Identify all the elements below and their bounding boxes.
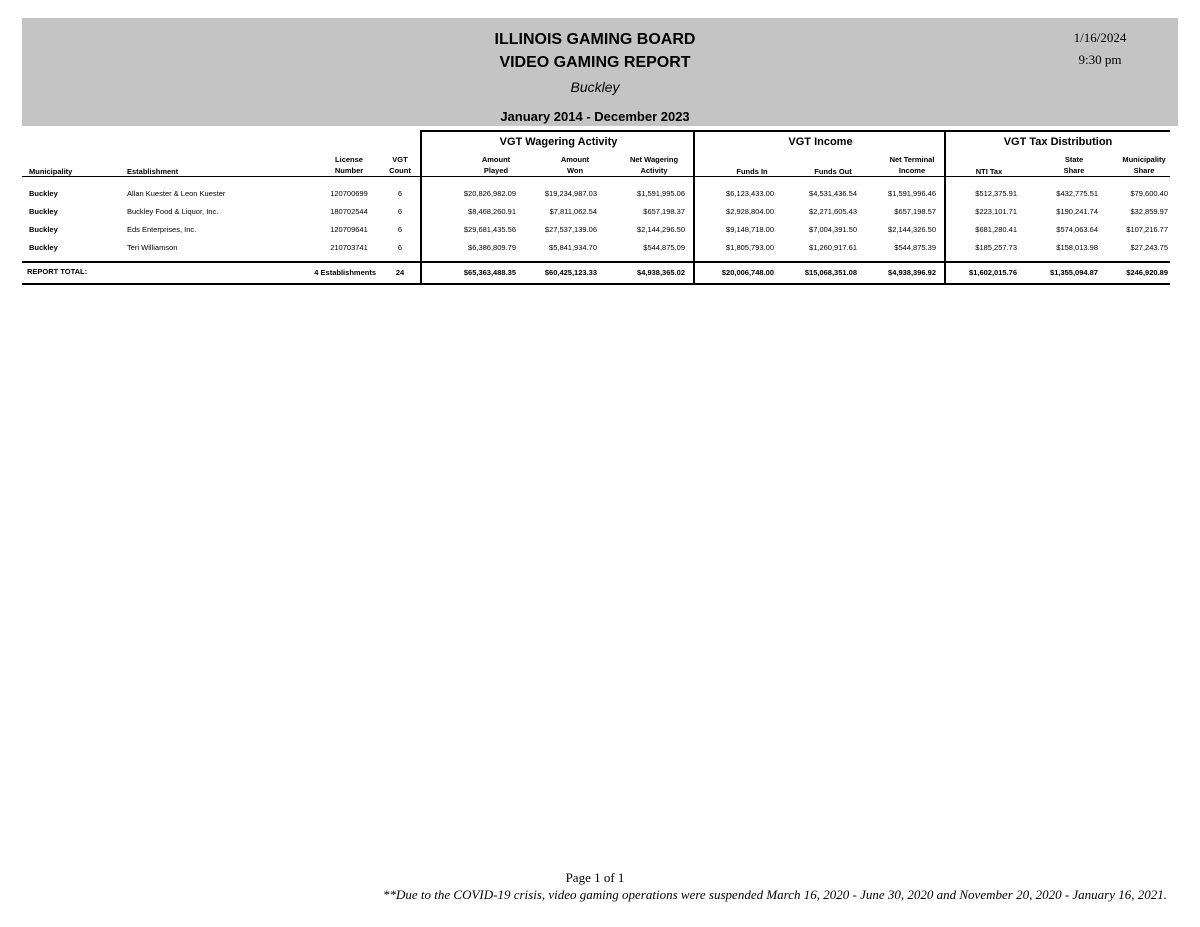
col-funds-out: Funds Out bbox=[814, 167, 852, 176]
col-won-line1: Amount bbox=[560, 155, 590, 164]
cell-municipality: Buckley bbox=[29, 189, 58, 198]
col-license-line1: License bbox=[335, 155, 363, 164]
col-state-share bbox=[1034, 154, 1114, 176]
totals-funds-out: $15,068,351.08 bbox=[804, 268, 857, 277]
cell-net-wagering: $1,591,995.06 bbox=[637, 189, 685, 198]
cell-amount-won: $7,811,062.54 bbox=[549, 207, 597, 216]
col-net-wagering bbox=[614, 154, 694, 176]
cell-municipality-share: $27,243.75 bbox=[1130, 243, 1168, 252]
cell-nti-tax: $223,101.71 bbox=[975, 207, 1017, 216]
cell-state-share: $432,775.51 bbox=[1056, 189, 1098, 198]
col-nwa-line1: Net Wagering bbox=[629, 155, 679, 164]
totals-amount-won: $60,425,123.33 bbox=[544, 268, 597, 277]
cell-municipality: Buckley bbox=[29, 207, 58, 216]
cell-license: 210703741 bbox=[330, 243, 368, 252]
col-establishment: Establishment bbox=[127, 167, 179, 176]
group-income: VGT Income bbox=[695, 130, 946, 150]
cell-vgt-count: 6 bbox=[397, 207, 403, 216]
cell-municipality-share: $107,216.77 bbox=[1126, 225, 1168, 234]
totals-municipality-share: $246,920.89 bbox=[1126, 268, 1168, 277]
cell-net-wagering: $657,198.37 bbox=[643, 207, 685, 216]
board-title: ILLINOIS GAMING BOARD bbox=[494, 31, 696, 48]
col-funds-in: Funds In bbox=[736, 167, 768, 176]
group-wagering-activity: VGT Wagering Activity bbox=[422, 130, 695, 150]
totals-nti-tax: $1,602,015.76 bbox=[969, 268, 1017, 277]
cell-license: 120700699 bbox=[330, 189, 368, 198]
page-number: Page 1 of 1 bbox=[565, 870, 625, 885]
totals-label: REPORT TOTAL: bbox=[27, 267, 88, 276]
cell-funds-out: $7,004,391.50 bbox=[809, 225, 857, 234]
col-muni-line1: Municipality bbox=[1122, 155, 1166, 164]
cell-municipality-share: $32,859.97 bbox=[1130, 207, 1168, 216]
col-nti-tax: NTI Tax bbox=[975, 167, 1003, 176]
col-muni-line2: Share bbox=[1133, 166, 1155, 175]
totals-top-rule bbox=[22, 261, 1170, 263]
col-nti-line2: Income bbox=[898, 166, 926, 175]
cell-funds-in: $9,148,718.00 bbox=[726, 225, 774, 234]
cell-amount-won: $19,234,987.03 bbox=[544, 189, 597, 198]
cell-municipality: Buckley bbox=[29, 243, 58, 252]
cell-funds-in: $1,805,793.00 bbox=[726, 243, 774, 252]
cell-amount-won: $27,537,139.06 bbox=[544, 225, 597, 234]
totals-net-wagering: $4,938,365.02 bbox=[637, 268, 685, 277]
col-license bbox=[319, 154, 379, 176]
cell-license: 180702544 bbox=[330, 207, 368, 216]
group-tax-distribution: VGT Tax Distribution bbox=[946, 130, 1170, 150]
cell-municipality: Buckley bbox=[29, 225, 58, 234]
cell-state-share: $190,241.74 bbox=[1056, 207, 1098, 216]
cell-net-terminal-income: $2,144,326.50 bbox=[888, 225, 936, 234]
cell-net-wagering: $544,875.09 bbox=[643, 243, 685, 252]
cell-amount-played: $20,826,982.09 bbox=[463, 189, 516, 198]
cell-net-terminal-income: $1,591,996.46 bbox=[888, 189, 936, 198]
col-vgt-line1: VGT bbox=[392, 155, 408, 164]
cell-funds-in: $2,928,804.00 bbox=[726, 207, 774, 216]
col-won-line2: Won bbox=[566, 166, 584, 175]
col-played-line1: Amount bbox=[481, 155, 511, 164]
col-nwa-line2: Activity bbox=[640, 166, 668, 175]
run-date: 1/16/2024 bbox=[1073, 30, 1127, 45]
col-municipality: Municipality bbox=[29, 167, 73, 176]
cell-nti-tax: $681,280.41 bbox=[975, 225, 1017, 234]
cell-vgt-count: 6 bbox=[397, 189, 403, 198]
cell-vgt-count: 6 bbox=[397, 225, 403, 234]
cell-net-terminal-income: $544,875.39 bbox=[894, 243, 936, 252]
cell-nti-tax: $185,257.73 bbox=[975, 243, 1017, 252]
col-state-line1: State bbox=[1064, 155, 1084, 164]
totals-vgt-count: 24 bbox=[395, 268, 405, 277]
col-amount-played bbox=[456, 154, 536, 176]
cell-funds-out: $4,531,436.54 bbox=[809, 189, 857, 198]
cell-license: 120709641 bbox=[330, 225, 368, 234]
cell-establishment: Teri Williamson bbox=[127, 243, 178, 252]
cell-amount-played: $8,468,260.91 bbox=[468, 207, 516, 216]
cell-vgt-count: 6 bbox=[397, 243, 403, 252]
cell-funds-out: $1,260,917.61 bbox=[809, 243, 857, 252]
col-license-line2: Number bbox=[334, 166, 364, 175]
covid-note: **Due to the COVID-19 crisis, video gaming operations were suspended March 16, 2020 - June 30, 2020 and November 20, 2020 - January 16, 2021. bbox=[383, 887, 1167, 902]
cell-funds-in: $6,123,433.00 bbox=[726, 189, 774, 198]
report-period: January 2014 - December 2023 bbox=[500, 109, 690, 124]
cell-net-terminal-income: $657,198.57 bbox=[894, 207, 936, 216]
cell-net-wagering: $2,144,296.50 bbox=[637, 225, 685, 234]
run-time: 9:30 pm bbox=[1078, 52, 1122, 67]
cell-nti-tax: $512,375.91 bbox=[975, 189, 1017, 198]
cell-amount-played: $6,386,809.79 bbox=[468, 243, 516, 252]
col-vgt-line2: Count bbox=[389, 166, 411, 175]
col-nti-line1: Net Terminal bbox=[889, 155, 935, 164]
col-amount-won bbox=[535, 154, 615, 176]
totals-state-share: $1,355,094.87 bbox=[1050, 268, 1098, 277]
col-vgt-count bbox=[382, 154, 418, 176]
header-rule bbox=[22, 176, 1170, 177]
municipality-title: Buckley bbox=[570, 79, 620, 95]
cell-state-share: $158,013.98 bbox=[1056, 243, 1098, 252]
totals-net-terminal-income: $4,938,396.92 bbox=[888, 268, 936, 277]
col-net-terminal-income bbox=[872, 154, 952, 176]
totals-bottom-rule bbox=[22, 283, 1170, 285]
cell-funds-out: $2,271,605.43 bbox=[809, 207, 857, 216]
cell-establishment: Buckley Food & Liquor, Inc. bbox=[127, 207, 219, 216]
cell-amount-won: $5,841,934.70 bbox=[549, 243, 597, 252]
cell-establishment: Allan Kuester & Leon Kuester bbox=[127, 189, 226, 198]
report-header bbox=[22, 18, 1178, 126]
report-title: VIDEO GAMING REPORT bbox=[499, 54, 691, 71]
cell-amount-played: $29,681,435.56 bbox=[463, 225, 516, 234]
col-state-line2: Share bbox=[1063, 166, 1085, 175]
cell-state-share: $574,063.64 bbox=[1056, 225, 1098, 234]
col-municipality-share bbox=[1104, 154, 1184, 176]
totals-amount-played: $65,363,488.35 bbox=[463, 268, 516, 277]
cell-establishment: Eds Enterprises, Inc. bbox=[127, 225, 197, 234]
col-played-line2: Played bbox=[483, 166, 509, 175]
totals-establishments: 4 Establishments bbox=[314, 268, 376, 277]
cell-municipality-share: $79,600.40 bbox=[1130, 189, 1168, 198]
totals-funds-in: $20,006,748.00 bbox=[721, 268, 774, 277]
